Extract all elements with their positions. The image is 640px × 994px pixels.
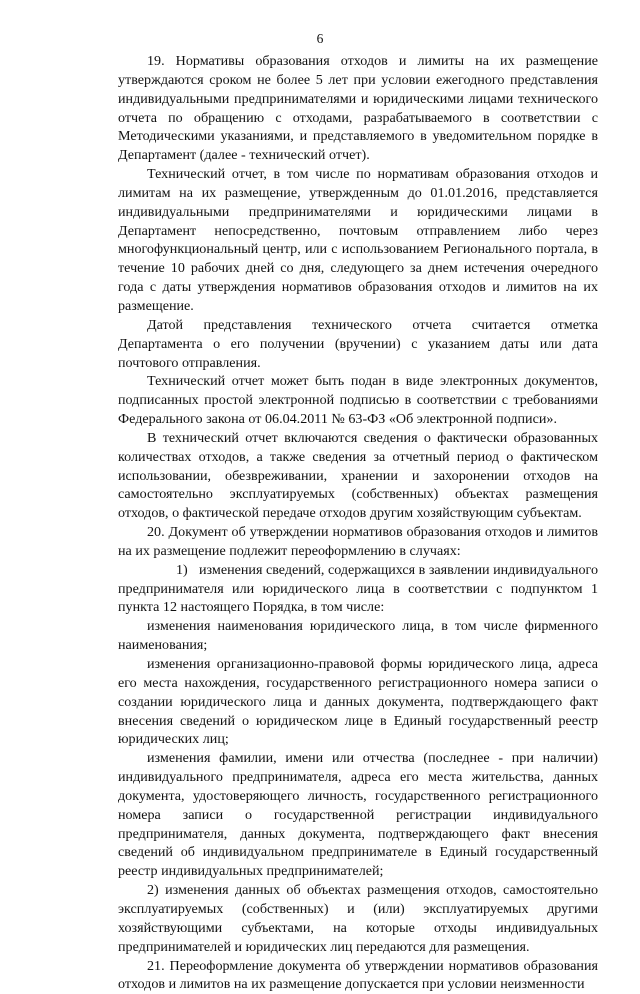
list-item-2: 2) изменения данных об объектах размещения отходов, самостоятельно эксплуатируемых (собственных) и (или) эксплуатируемых другими хозяйствующими субъектами, на которые отходы индивидуальных предпринимателей и юридических лиц передаются для размещения. (118, 881, 598, 956)
paragraph-submission-date: Датой представления технического отчета считается отметка Департамента о его получении (вручении) с указанием даты или дата почтового отправления. (118, 316, 598, 373)
list-item-1-text: изменения сведений, содержащихся в заявлении индивидуального предпринимателя или юридического лица в соответствии с подпунктом 1 пункта 12 настоящего Порядка, в том числе: (118, 562, 598, 616)
document-body (118, 52, 598, 994)
page-number: 6 (0, 31, 640, 47)
paragraph-19: 19. Нормативы образования отходов и лимиты на их размещение утверждаются сроком не более 5 лет при условии ежегодного представления индивидуальными предпринимателями и юридическими лицами технического отчета по обращению с отходами, разрабатываемого в соответствии с Методическими указаниями, и представляемого в уведомительном порядке в Департамент (далее - технический отчет). (118, 52, 598, 165)
paragraph-21: 21. Переоформление документа об утверждении нормативов образования отходов и лимитов на их размещение допускается при условии неизменности (118, 957, 598, 994)
list-item-1-number: 1) (147, 561, 199, 580)
sub-item-name-change: изменения наименования юридического лица, в том числе фирменного наименования; (118, 617, 598, 655)
paragraph-20: 20. Документ об утверждении нормативов образования отходов и лимитов на их размещение подлежит переоформлению в случаях: (118, 523, 598, 561)
paragraph-report-contents: В технический отчет включаются сведения о фактически образованных количествах отходов, а также сведения за отчетный период о фактическом использовании, обезвреживании, хранении и захоронении отходов на самостоятельно эксплуатируемых (собственных) объектах размещения отходов, о фактической передаче отходов другим хозяйствующим субъектам. (118, 429, 598, 523)
paragraph-electronic-documents: Технический отчет может быть подан в виде электронных документов, подписанных простой электронной подписью в соответствии с требованиями Федерального закона от 06.04.2011 № 63-ФЗ «Об электронной подписи». (118, 372, 598, 429)
paragraph-technical-report: Технический отчет, в том числе по нормативам образования отходов и лимитам на их размещение, утвержденным до 01.01.2016, представляется индивидуальными предпринимателями и юридическими лицами в Департамент непосредственно, почтовым отправлением либо через многофункциональный центр, или с использованием Регионального портала, в течение 10 рабочих дней со дня, следующего за днем истечения очередного года с даты утверждения нормативов образования отходов и лимитов на их размещение. (118, 165, 598, 316)
sub-item-legal-entity-change: изменения организационно-правовой формы юридического лица, адреса его места нахождения, государственного регистрационного номера записи о создании юридического лица и данных документа, подтверждающего факт внесения сведений о юридическом лице в Единый государственный реестр юридических лиц; (118, 655, 598, 749)
list-item-1 (118, 561, 598, 618)
sub-item-entrepreneur-change: изменения фамилии, имени или отчества (последнее - при наличии) индивидуального предпринимателя, адреса его места жительства, данных документа, удостоверяющего личность, государственного регистрационного номера записи о государственной регистрации индивидуального предпринимателя, данных документа, подтверждающего факт внесения сведений об индивидуальном предпринимателе в Единый государственный реестр индивидуальных предпринимателей; (118, 749, 598, 881)
